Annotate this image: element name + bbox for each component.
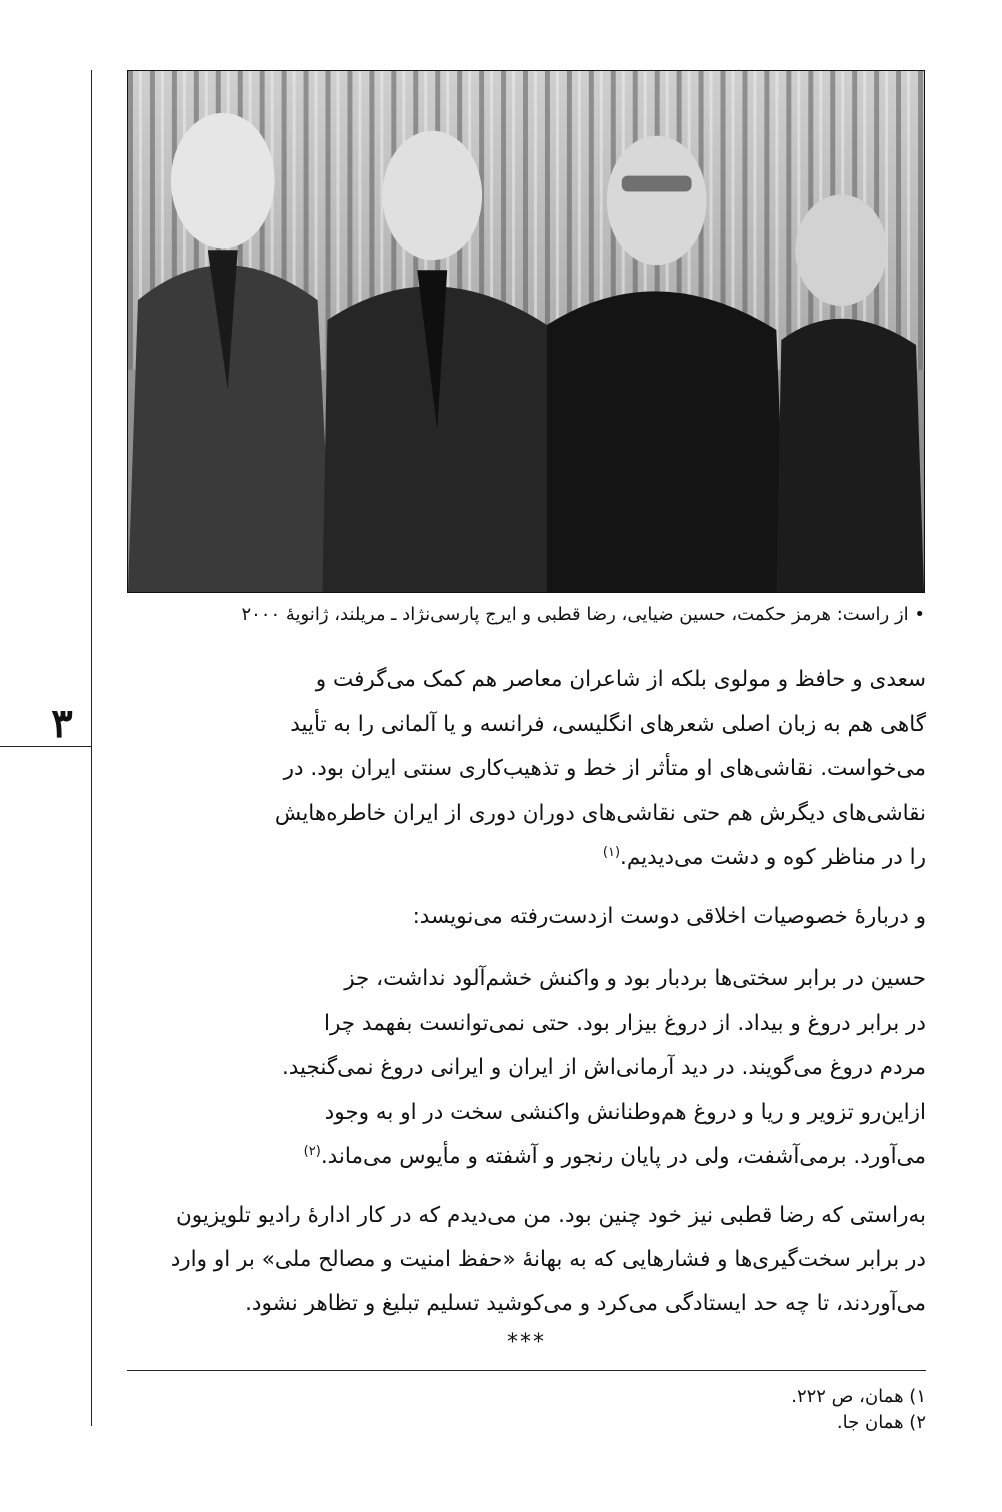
margin-rule bbox=[91, 70, 92, 1426]
quote-block-2 bbox=[172, 957, 926, 1180]
footnote-ref-1[interactable]: (۱) bbox=[602, 845, 621, 861]
quote-line: سعدی و حافظ و مولوی بلکه از شاعران معاصر هم کمک می‌گرفت و bbox=[315, 667, 926, 692]
group-photo bbox=[127, 70, 925, 593]
quote-line-text: را در مناظر کوه و دشت می‌دیدیم. bbox=[620, 845, 926, 871]
footnote-ref-2[interactable]: (۲) bbox=[303, 1144, 321, 1160]
quote-line-last bbox=[172, 1135, 926, 1180]
section-separator: *** bbox=[507, 1330, 546, 1355]
quote-line: نقاشی‌های دیگرش هم حتی نقاشی‌های دوران دوری از ایران خاطره‌هایش bbox=[274, 800, 926, 826]
quote-line: می‌خواست. نقاشی‌های او متأثر از خط و تذهیب‌کاری سنتی ایران بود. در bbox=[283, 756, 926, 782]
footnote-2: ۲) همان جا. bbox=[836, 1412, 926, 1433]
photo-caption: • از راست: هرمز حکمت، حسین ضیایی، رضا قطبی و ایرج پارسی‌نژاد ـ مریلند، ژانویهٔ ۲۰۰۰ bbox=[241, 604, 925, 625]
group-photo-image bbox=[128, 71, 924, 592]
paragraph-line: در برابر سخت‌گیری‌ها و فشارهایی که به بهانهٔ «حفظ امنیت و مصالح ملی» بر او وارد bbox=[170, 1247, 926, 1272]
quote-line-last bbox=[172, 836, 926, 881]
paragraph-line: به‌راستی که رضا قطبی نیز خود چنین بود. من می‌دیدم که در کار ادارهٔ رادیو تلویزیون bbox=[175, 1203, 926, 1228]
paragraph-line: می‌آوردند، تا چه حد ایستادگی می‌کرد و می‌کوشید تسلیم تبلیغ و تظاهر نشود. bbox=[245, 1291, 926, 1316]
footnotes bbox=[127, 1384, 926, 1436]
quote-line: گاهی هم به زبان اصلی شعرهای انگلیسی، فرانسه و یا آلمانی را به تأیید bbox=[290, 711, 926, 737]
quote-line-text: می‌آورد. برمی‌آشفت، ولی در پایان رنجور و آشفته و مأیوس می‌ماند. bbox=[320, 1144, 926, 1170]
quote-line: مردم دروغ می‌گویند. در دید آرمانی‌اش از ایران و ایرانی دروغ نمی‌گنجید. bbox=[281, 1055, 926, 1081]
quote-block-1 bbox=[172, 658, 926, 881]
footnote-rule bbox=[127, 1370, 926, 1371]
footnote-1: ۱) همان، ص ۲۲۲. bbox=[791, 1386, 926, 1407]
body-paragraph bbox=[127, 1194, 926, 1326]
quote-line: در برابر دروغ و بیداد. از دروغ بیزار بود. حتی نمی‌توانست بفهمد چرا bbox=[323, 1010, 926, 1036]
quote-line: حسین در برابر سختی‌ها بردبار بود و واکنش خشم‌آلود نداشت، جز bbox=[344, 966, 926, 991]
page-number: ۳ bbox=[51, 700, 73, 747]
quote-line: ازاین‌رو تزویر و ریا و دروغ هم‌وطنانش واکنشی سخت در او به وجود bbox=[324, 1099, 926, 1125]
intro-sentence: و دربارهٔ خصوصیات اخلاقی دوست ازدست‌رفته می‌نویسد: bbox=[412, 904, 926, 929]
